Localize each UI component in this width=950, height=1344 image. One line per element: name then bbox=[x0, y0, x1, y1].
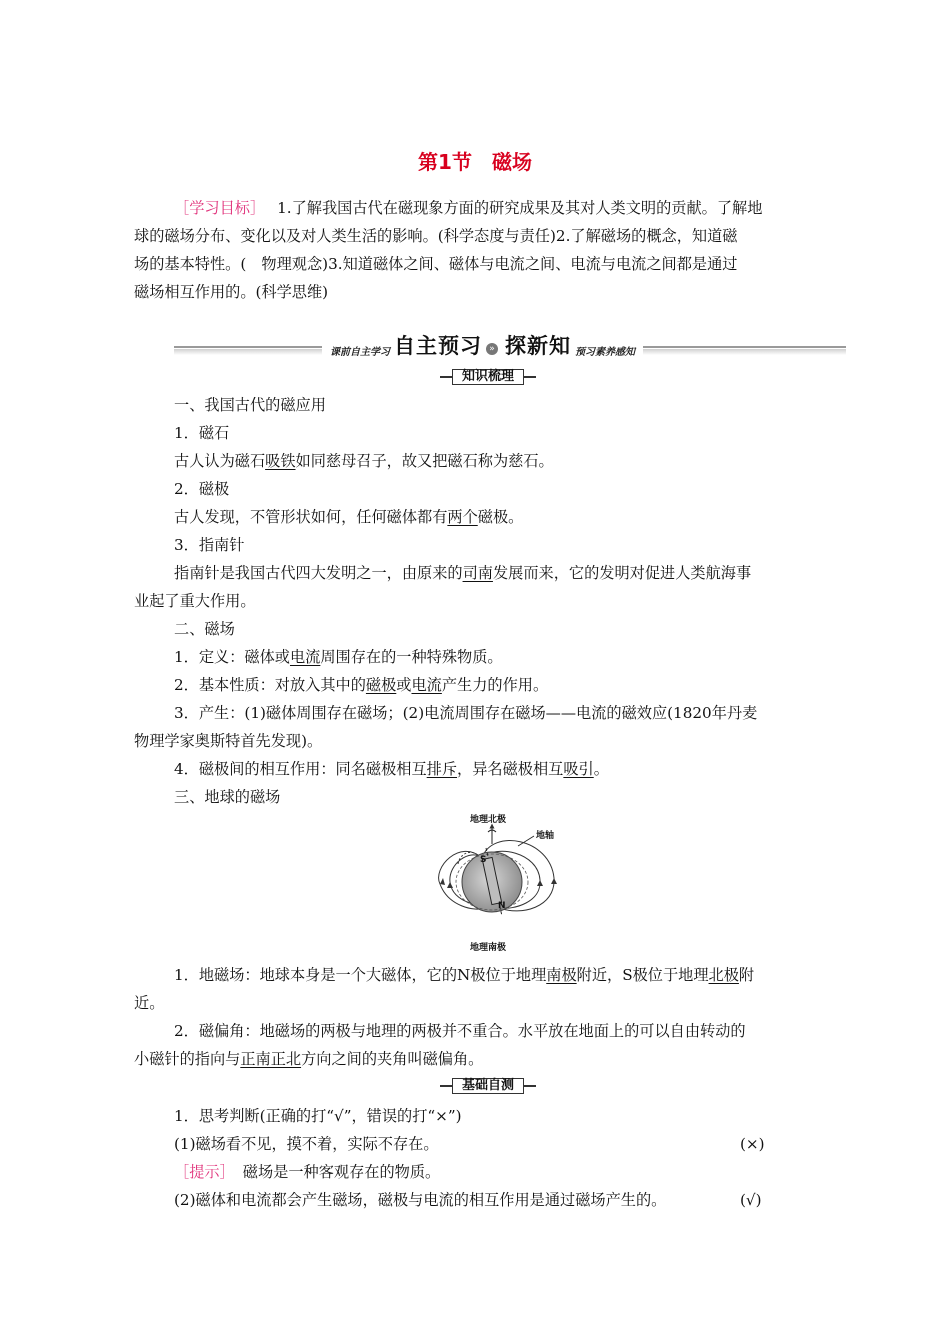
objectives-line-3: 场的基本特性。( 物理观念)3.知道磁体之间、磁体与电流之间、电流与电流之间都是通过 bbox=[134, 255, 738, 273]
hint-line bbox=[174, 1162, 440, 1182]
chevron-right-icon: » bbox=[486, 343, 498, 355]
declination-line-1: 2．磁偏角：地磁场的两极与地理的两极并不重合。水平放在地面上的可以自由转动的 bbox=[174, 1022, 746, 1040]
section-tag-knowledge bbox=[440, 369, 536, 385]
geomagnetic-line-2: 近。 bbox=[134, 994, 165, 1012]
interaction-line: 4．磁极间的相互作用：同名磁极相互排斥，异名磁极相互吸引。 bbox=[174, 760, 609, 778]
banner-left-text: 课前自主学习 bbox=[330, 347, 390, 358]
subheading-lodestone: 1．磁石 bbox=[174, 424, 230, 442]
paragraph-lodestone: 古人认为磁石吸铁如同慈母召子，故又把磁石称为慈石。 bbox=[174, 452, 554, 470]
answer-1-2: (√) bbox=[740, 1191, 762, 1209]
definition-line: 1．定义：磁体或电流周围存在的一种特殊物质。 bbox=[174, 648, 503, 666]
section-tag-label: 基础自测 bbox=[452, 1078, 524, 1094]
south-pole-label: 地理南极 bbox=[470, 943, 507, 953]
subheading-magnetic-pole: 2．磁极 bbox=[174, 480, 230, 498]
heading-earth-field: 三、地球的磁场 bbox=[174, 788, 281, 806]
hint-text: 磁场是一种客观存在的物质。 bbox=[242, 1163, 441, 1181]
section-tag-self-test bbox=[440, 1078, 536, 1094]
paragraph-compass-2: 业起了重大作用。 bbox=[134, 592, 256, 610]
property-line: 2．基本性质：对放入其中的磁极或电流产生力的作用。 bbox=[174, 676, 549, 694]
underlined-answer: 北极 bbox=[708, 966, 739, 984]
question-1: 1．思考判断(正确的打“√”，错误的打“×”) bbox=[174, 1107, 462, 1125]
underlined-answer: 电流 bbox=[411, 676, 442, 694]
underlined-answer: 正南正北 bbox=[240, 1050, 302, 1068]
underlined-answer: 司南 bbox=[462, 564, 493, 582]
objectives-text-1: 1.了解我国古代在磁现象方面的研究成果及其对人类文明的贡献。了解地 bbox=[277, 199, 763, 217]
underlined-answer: 吸引 bbox=[563, 760, 594, 778]
heading-ancient-magnet: 一、我国古代的磁应用 bbox=[174, 396, 326, 414]
objectives-line-1 bbox=[174, 198, 762, 218]
n-pole-label: N bbox=[498, 901, 506, 911]
section-tag-label: 知识梳理 bbox=[452, 369, 524, 385]
north-pole-label: 地理北极 bbox=[470, 815, 507, 825]
underlined-answer: 南极 bbox=[546, 966, 577, 984]
banner-big-text-2: 探新知 bbox=[505, 334, 571, 358]
section-banner bbox=[174, 334, 846, 372]
subheading-compass: 3．指南针 bbox=[174, 536, 245, 554]
s-pole-label: S bbox=[480, 855, 487, 865]
heading-magnetic-field: 二、磁场 bbox=[174, 620, 235, 638]
banner-right-text: 预习素养感知 bbox=[575, 347, 635, 358]
banner-big-text-1: 自主预习 bbox=[394, 334, 482, 358]
generation-line-1: 3．产生：(1)磁体周围存在磁场；(2)电流周围存在磁场——电流的磁效应(1820年丹麦 bbox=[174, 704, 758, 722]
objectives-tag: ［学习目标］ bbox=[174, 199, 266, 217]
generation-line-2: 物理学家奥斯特首先发现)。 bbox=[134, 732, 323, 750]
question-1-1: (1)磁场看不见，摸不着，实际不存在。 bbox=[174, 1135, 439, 1153]
answer-1-1: (×) bbox=[740, 1135, 765, 1153]
objectives-line-2: 球的磁场分布、变化以及对人类生活的影响。(科学态度与责任)2.了解磁场的概念，知道磁 bbox=[134, 227, 738, 245]
page-title: 第1节 磁场 bbox=[418, 150, 532, 174]
axis-label: 地轴 bbox=[536, 831, 555, 841]
hint-tag: ［提示］ bbox=[174, 1163, 235, 1181]
underlined-answer: 排斥 bbox=[426, 760, 458, 778]
underlined-answer: 吸铁 bbox=[265, 452, 296, 470]
objectives-line-4: 磁场相互作用的。(科学思维) bbox=[134, 283, 329, 301]
paragraph-compass-1: 指南针是我国古代四大发明之一，由原来的司南发展而来，它的发明对促进人类航海事 bbox=[174, 564, 752, 582]
underlined-answer: 磁极 bbox=[365, 676, 397, 694]
question-1-2: (2)磁体和电流都会产生磁场，磁极与电流的相互作用是通过磁场产生的。 bbox=[174, 1191, 667, 1209]
paragraph-magnetic-pole: 古人发现，不管形状如何，任何磁体都有两个磁极。 bbox=[174, 508, 524, 526]
geomagnetic-line-1: 1．地磁场：地球本身是一个大磁体，它的N极位于地理南极附近，S极位于地理北极附 bbox=[174, 966, 755, 984]
underlined-answer: 电流 bbox=[289, 648, 321, 666]
earth-magnetic-field-figure bbox=[430, 808, 564, 954]
declination-line-2: 小磁针的指向与正南正北方向之间的夹角叫磁偏角。 bbox=[134, 1050, 484, 1068]
underlined-answer: 两个 bbox=[447, 508, 478, 526]
